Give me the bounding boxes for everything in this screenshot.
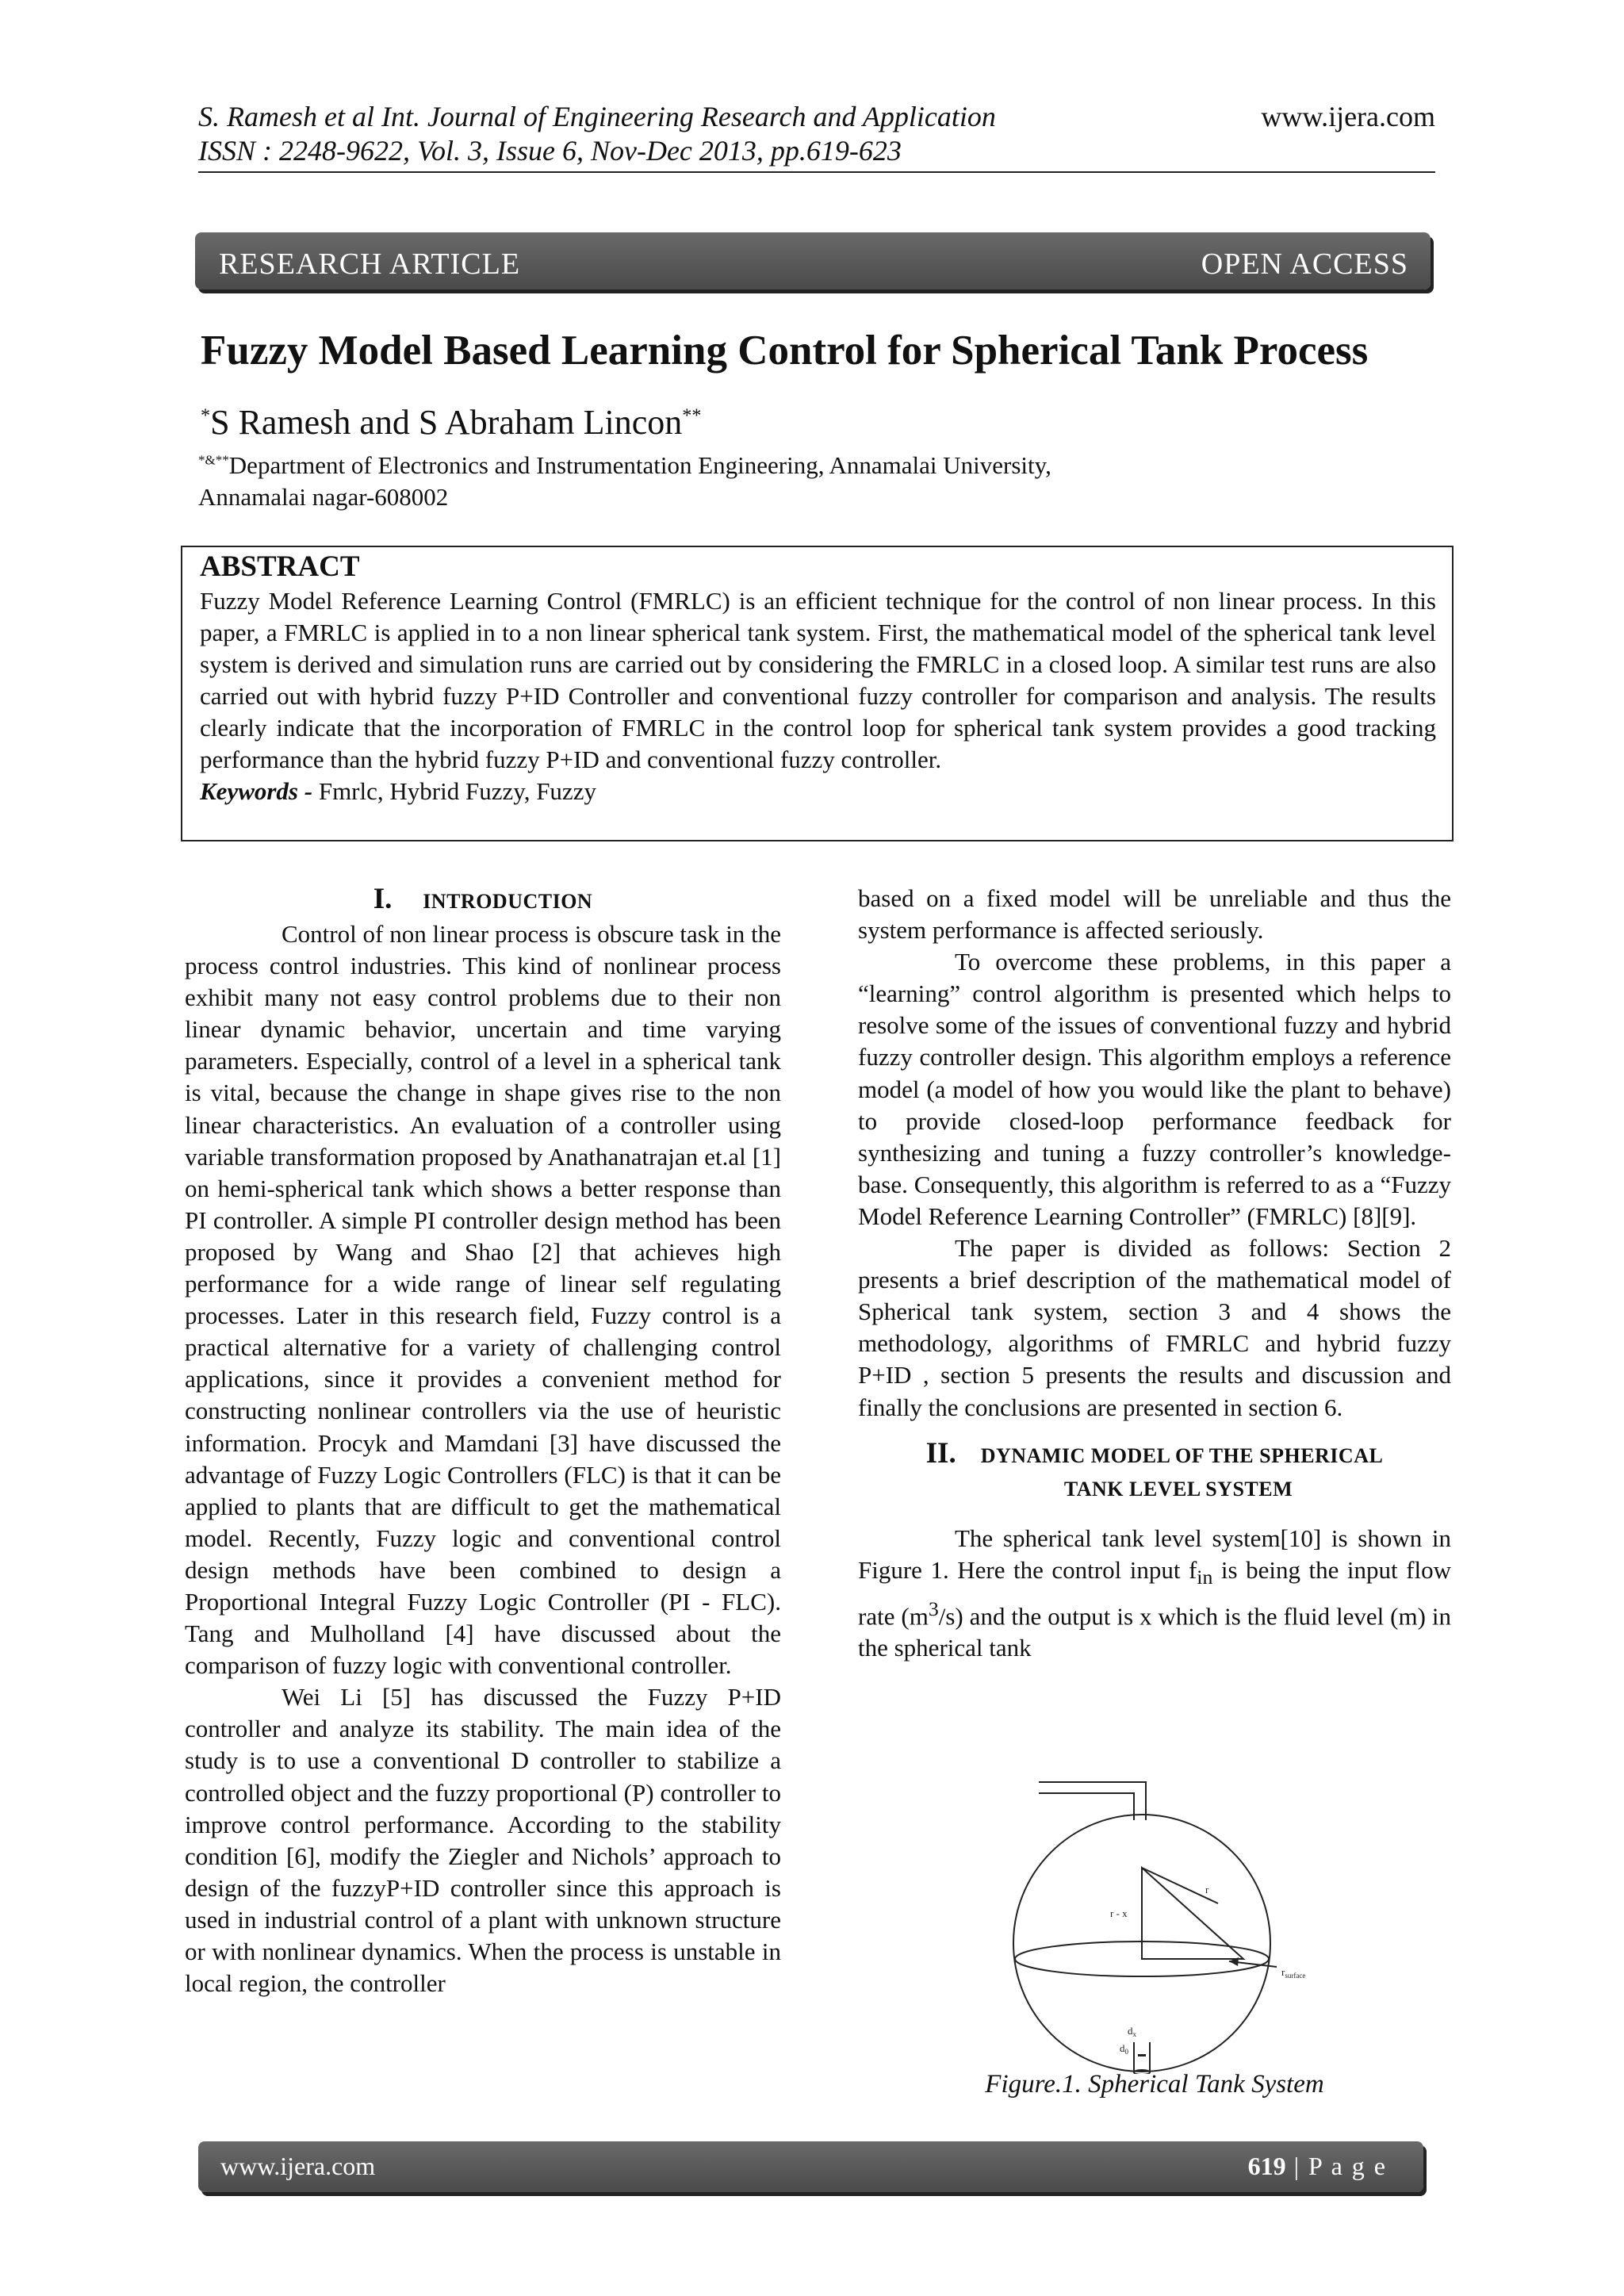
affiliation-line-2: Annamalai nagar-608002 <box>198 483 449 511</box>
section-2-text-a: The spherical tank level system[10] is shown in Figure 1. Here the control input f <box>858 1524 1451 1584</box>
journal-citation: S. Ramesh et al Int. Journal of Engineering Research and Application <box>198 101 996 132</box>
abstract-text: Fuzzy Model Reference Learning Control (FMRLC) is an efficient technique for the control of non linear process. In this paper, a FMRLC is applied in to a non linear spherical tank system. First, the mathematical model of the spherical tank level system is derived and simulation runs are carried out by considering the FMRLC in a closed loop. A similar test runs are also carried out with hybrid fuzzy P+ID Controller and conventional fuzzy controller for comparison and analysis. The results clearly indicate that the incorporation of FMRLC in the control loop for spherical tank system provides a good tracking performance than the hybrid fuzzy P+ID and conventional fuzzy controller. <box>200 587 1436 773</box>
author-names: S Ramesh and S Abraham Lincon <box>210 403 683 442</box>
section-2-title-line-2: TANK LEVEL SYSTEM <box>1063 1477 1293 1501</box>
spherical-tank-diagram <box>991 1773 1332 2074</box>
label-d0 <box>1120 2042 1129 2056</box>
authors <box>201 402 701 443</box>
affiliation-line-1: Department of Electronics and Instrumentation Engineering, Annamalai University, <box>228 451 1051 479</box>
figure-caption: Figure.1. Spherical Tank System <box>985 2070 1324 2099</box>
section-2-text-b: is being the input flow rate (m <box>858 1555 1451 1631</box>
section-2-text-c: /s) and the output is x which is the fluid level (m) in the spherical tank <box>858 1602 1451 1662</box>
page-footer <box>198 2141 1423 2192</box>
left-column <box>185 883 781 1999</box>
header-rule <box>198 171 1435 173</box>
author-mark-2: ** <box>682 404 702 427</box>
section-1-number: I. <box>373 883 393 915</box>
section-1-title: INTRODUCTION <box>423 890 593 913</box>
open-access-label: OPEN ACCESS <box>1201 247 1408 281</box>
article-type-banner <box>195 232 1431 289</box>
label-dx-main: d <box>1128 2025 1133 2037</box>
research-article-label: RESEARCH ARTICLE <box>219 247 521 281</box>
label-rsurface <box>1281 1966 1305 1980</box>
page-number-value: 619 <box>1247 2152 1286 2180</box>
abstract-box <box>181 546 1454 841</box>
label-dx-sub: x <box>1132 2030 1136 2038</box>
cubic-superscript: 3 <box>928 1596 939 1620</box>
keywords-label: Keywords - <box>200 777 313 805</box>
label-dx <box>1128 2025 1137 2038</box>
fin-subscript: in <box>1197 1565 1213 1589</box>
intro-paragraph-3: based on a fixed model will be unreliable and thus the system performance is affected seriously. <box>858 884 1451 945</box>
label-rsurface-main: r <box>1281 1966 1285 1978</box>
page-number <box>1248 2152 1387 2181</box>
journal-url[interactable]: www.ijera.com <box>1261 101 1435 132</box>
label-r: r <box>1205 1884 1209 1895</box>
label-rsurface-sub: surface <box>1285 1972 1306 1980</box>
intro-paragraph-1: Control of non linear process is obscure task in the process control industries. This kind of nonlinear process exhibit many not easy control problems due to their non linear dynamic behavior, uncertain and time varying parameters. Especially, control of a level in a spherical tank is vital, because the change in shape gives rise to the non linear characteristics. An evaluation of a controller using variable transformation proposed by Anathanatrajan et.al [1] on hemi-spherical tank which shows a better response than PI controller. A simple PI controller design method has been proposed by Wang and Shao [2] that achieves high performance for a wide range of linear self regulating processes. Later in this research field, Fuzzy control is a practical alternative for a variety of challenging control applications, since it provides a convenient method for constructing nonlinear controllers via the use of heuristic information. Procyk and Mamdani [3] have discussed the advantage of Fuzzy Logic Controllers (FLC) is that it can be applied to plants that are difficult to get the mathematical model. Recently, Fuzzy logic and conventional control design methods have been combined to design a Proportional Integral Fuzzy Logic Controller (PI - FLC). Tang and Mulholland [4] have discussed about the comparison of fuzzy logic with conventional controller. <box>185 920 781 1680</box>
paper-title: Fuzzy Model Based Learning Control for Spherical Tank Process <box>201 328 1369 374</box>
radius-triangle <box>1142 1868 1243 1959</box>
section-2-paragraph-1 <box>858 1523 1451 1665</box>
outlet-pipe <box>1134 2042 1150 2072</box>
keywords <box>200 776 1436 807</box>
affiliation-mark: *&** <box>198 452 229 468</box>
intro-paragraph-4: To overcome these problems, in this paper a “learning” control algorithm is presented which helps to resolve some of the issues of conventional fuzzy and hybrid fuzzy controller design. This algorithm employs a reference model (a model of how you would like the plant to behave) to provide closed-loop performance feedback for synthesizing and tuning a fuzzy controller’s knowledge-base. Consequently, this algorithm is referred to as a “Fuzzy Model Reference Learning Controller” (FMRLC) [8][9]. <box>858 948 1451 1230</box>
intro-paragraph-5: The paper is divided as follows: Section 2 presents a brief description of the mathematical model of Spherical tank system, section 3 and 4 shows the methodology, algorithms of FMRLC and hybrid fuzzy P+ID , section 5 presents the results and discussion and finally the conclusions are presented in section 6. <box>858 1234 1451 1421</box>
affiliation <box>198 450 1388 513</box>
issn-line: ISSN : 2248-9622, Vol. 3, Issue 6, Nov-Dec 2013, pp.619-623 <box>198 135 902 167</box>
section-2-heading <box>858 1438 1451 1505</box>
label-d0-main: d <box>1120 2042 1125 2054</box>
footer-url[interactable]: www.ijera.com <box>220 2152 376 2180</box>
section-1-heading <box>185 883 781 918</box>
label-d0-sub: 0 <box>1124 2048 1128 2056</box>
right-column <box>858 883 1451 1664</box>
page-label: | P a g e <box>1285 2152 1387 2180</box>
keywords-list: Fmrlc, Hybrid Fuzzy, Fuzzy <box>312 777 596 805</box>
section-2-title-line-1: DYNAMIC MODEL OF THE SPHERICAL <box>980 1443 1384 1467</box>
outlet-orifice-mark <box>1138 2054 1146 2056</box>
intro-paragraph-2: Wei Li [5] has discussed the Fuzzy P+ID controller and analyze its stability. The main idea of the study is to use a conventional D controller to stabilize a controlled object and the fuzzy proportional (P) controller to improve control performance. According to the stability condition [6], modify the Ziegler and Nichols’ approach to design of the fuzzyP+ID controller since this approach is used in industrial control of a plant with unknown structure or with nonlinear dynamics. When the process is unstable in local region, the controller <box>185 1683 781 1998</box>
abstract-heading: ABSTRACT <box>200 550 360 583</box>
label-r-minus-x: r - x <box>1110 1907 1128 1919</box>
author-mark-1: * <box>201 404 211 427</box>
section-2-number: II. <box>925 1436 956 1470</box>
